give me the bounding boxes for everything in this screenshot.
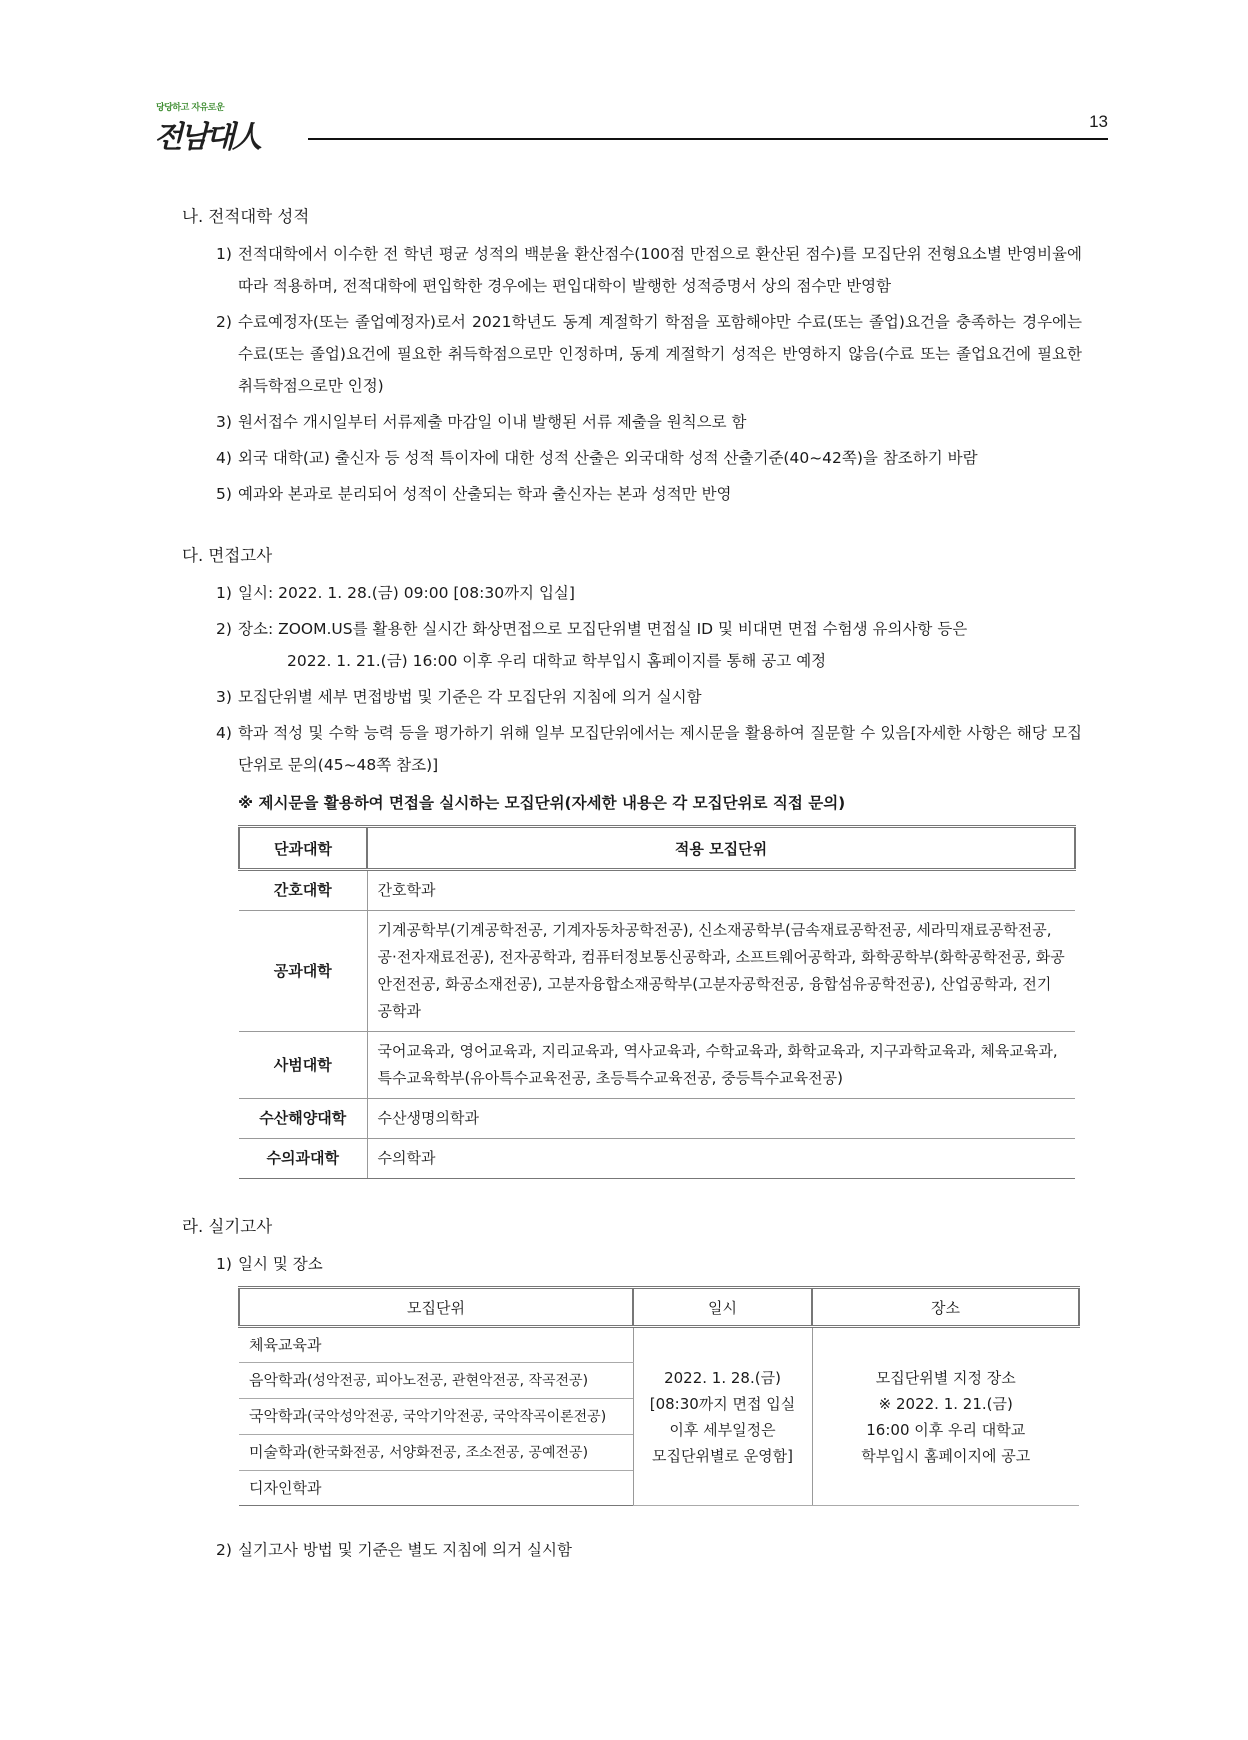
table-cell-college: 공과대학 xyxy=(239,911,367,1032)
table-header: 장소 xyxy=(812,1288,1079,1327)
section-title-grades: 나. 전적대학 성적 xyxy=(182,207,310,226)
table-row xyxy=(239,1327,1079,1363)
list-item: 3) 원서접수 개시일부터 서류제출 마감일 이내 발행된 서류 제출을 원칙으로 함 xyxy=(216,413,747,431)
list-item: 3) 모집단위별 세부 면접방법 및 기준은 각 모집단위 지침에 의거 실시함 xyxy=(216,688,702,706)
list-item: 2) 실기고사 방법 및 기준은 별도 지침에 의거 실시함 xyxy=(216,1541,572,1559)
table-cell-dept: 음악학과(성악전공, 피아노전공, 관현악전공, 작곡전공) xyxy=(239,1363,633,1399)
table-header-row xyxy=(239,1288,1079,1327)
table-header: 적용 모집단위 xyxy=(367,827,1075,870)
university-logo xyxy=(154,100,284,155)
table-header: 일시 xyxy=(633,1288,812,1327)
table-cell-dept: 체육교육과 xyxy=(239,1327,633,1363)
table-cell-dept: 국악학과(국악성악전공, 국악기악전공, 국악작곡이론전공) xyxy=(239,1399,633,1435)
list-item: 4) 학과 적성 및 수학 능력 등을 평가하기 위해 일부 모집단위에서는 제시문을 활용하여 질문할 수 있음[자세한 사항은 해당 모집단위로 문의(45~48쪽 참조)] xyxy=(216,724,1082,774)
page-number: 13 xyxy=(1089,112,1108,131)
table-cell-datetime: 2022. 1. 28.(금) [08:30까지 면접 입실 이후 세부일정은 모집단위별로 운영함] xyxy=(633,1327,812,1506)
table-cell-college: 수산해양대학 xyxy=(239,1099,367,1139)
list-item: 2) 장소: ZOOM.US를 활용한 실시간 화상면접으로 모집단위별 면접실 ID 및 비대면 면접 수험생 유의사항 등은 2022. 1. 21.(금) 16:00 이후 우리 대학교 학부입시 홈페이지를 통해 공고 예정 xyxy=(216,620,968,670)
list-item: 1) 일시 및 장소 xyxy=(216,1255,323,1273)
list-item: 5) 예과와 본과로 분리되어 성적이 산출되는 학과 출신자는 본과 성적만 반영 xyxy=(216,485,732,503)
table-cell-place: 모집단위별 지정 장소 ※ 2022. 1. 21.(금) 16:00 이후 우리 대학교 학부입시 홈페이지에 공고 xyxy=(812,1327,1079,1506)
table-cell-college: 수의과대학 xyxy=(239,1139,367,1179)
section-title-practical: 라. 실기고사 xyxy=(182,1217,273,1236)
list-item: 1) 전적대학에서 이수한 전 학년 평균 성적의 백분율 환산점수(100점 만점으로 환산된 점수)를 모집단위 전형요소별 반영비율에 따라 적용하며, 전적대학에 편입학한 경우에는 편입대학이 발행한 성적증명서 상의 점수만 반영함 xyxy=(216,245,1082,295)
interview-note: ※ 제시문을 활용하여 면접을 실시하는 모집단위(자세한 내용은 각 모집단위로 직접 문의) xyxy=(238,794,846,812)
list-item: 1) 일시: 2022. 1. 28.(금) 09:00 [08:30까지 입실] xyxy=(216,584,575,602)
table-cell-college: 간호대학 xyxy=(239,870,367,911)
table-row xyxy=(239,870,1075,911)
logo-text: 전남대人 xyxy=(154,120,259,155)
table-cell-units: 수산생명의학과 xyxy=(367,1099,1075,1139)
table-row xyxy=(239,1032,1075,1099)
table-row xyxy=(239,1139,1075,1179)
table-cell-units: 간호학과 xyxy=(367,870,1075,911)
interview-table xyxy=(238,825,1076,1179)
table-row xyxy=(239,1099,1075,1139)
table-cell-units: 기계공학부(기계공학전공, 기계자동차공학전공), 신소재공학부(금속재료공학전공, 세라믹재료공학전공, 공·전자재료전공), 전자공학과, 컴퓨터정보통신공학과, 소프트웨어공학과, 화학공학부(화학공학전공, 화공안전전공, 화공소재전공), 고분자융합소재공학부(고분자공학전공, 융합섬유공학전공), 산업공학과, 전기공학과 xyxy=(367,911,1075,1032)
table-header-row xyxy=(239,827,1075,870)
practical-table xyxy=(238,1286,1080,1506)
page-content xyxy=(182,203,1082,1570)
table-header: 단과대학 xyxy=(239,827,367,870)
table-row xyxy=(239,911,1075,1032)
table-cell-college: 사범대학 xyxy=(239,1032,367,1099)
table-cell-units: 국어교육과, 영어교육과, 지리교육과, 역사교육과, 수학교육과, 화학교육과, 지구과학교육과, 체육교육과, 특수교육학부(유아특수교육전공, 초등특수교육전공, 중등특수교육전공) xyxy=(367,1032,1075,1099)
table-cell-units: 수의학과 xyxy=(367,1139,1075,1179)
table-header: 모집단위 xyxy=(239,1288,633,1327)
logo-tagline: 당당하고 자유로운 xyxy=(156,103,225,113)
table-cell-dept: 미술학과(한국화전공, 서양화전공, 조소전공, 공예전공) xyxy=(239,1435,633,1471)
list-item: 4) 외국 대학(교) 출신자 등 성적 특이자에 대한 성적 산출은 외국대학 성적 산출기준(40~42쪽)을 참조하기 바람 xyxy=(216,449,978,467)
section-title-interview: 다. 면접고사 xyxy=(182,546,273,565)
header-rule xyxy=(308,138,1108,140)
list-item: 2) 수료예정자(또는 졸업예정자)로서 2021학년도 동계 계절학기 학점을 포함해야만 수료(또는 졸업)요건을 충족하는 경우에는 수료(또는 졸업)요건에 필요한 취득학점으로만 인정하며, 동계 계절학기 성적은 반영하지 않음(수료 또는 졸업요건에 필요한 취득학점으로만 인정) xyxy=(216,313,1082,395)
table-cell-dept: 디자인학과 xyxy=(239,1471,633,1506)
page-header xyxy=(150,100,1110,155)
